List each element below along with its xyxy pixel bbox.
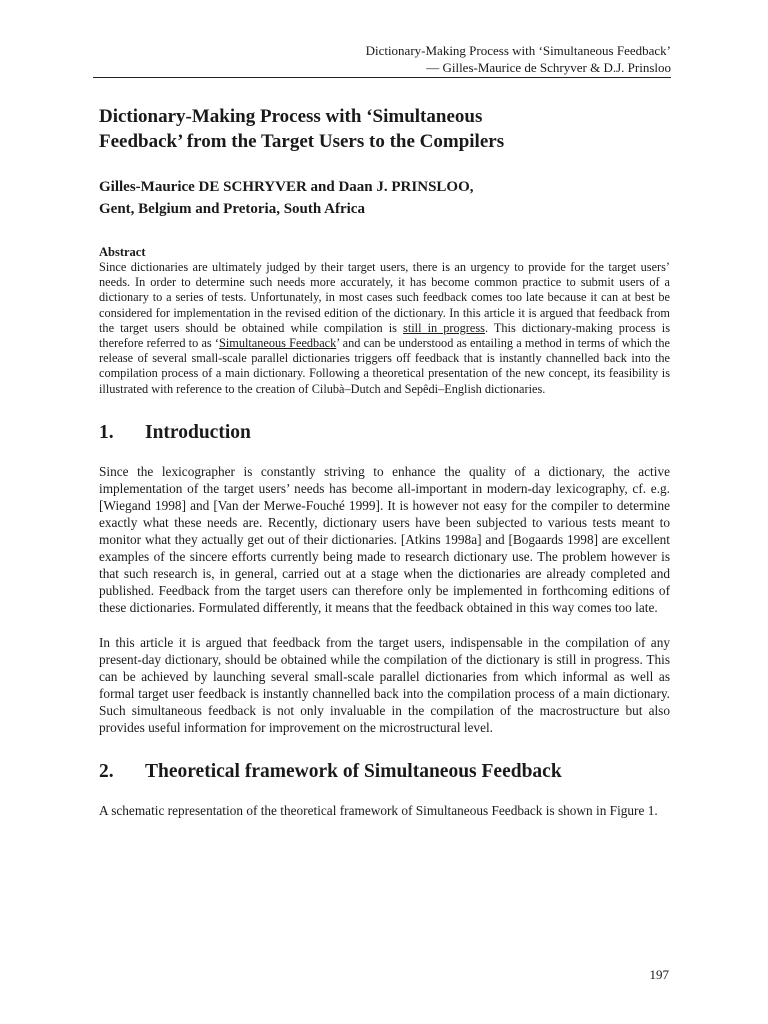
abstract-underlined-phrase-2: Simultaneous Feedback (219, 336, 337, 351)
section-2-paragraph-1: A schematic representation of the theoretical framework of Simultaneous Feedback is shown in Figure 1. (99, 802, 658, 818)
abstract-text-1: Since dictionaries are ultimately judged by their target users, there is an urgency to provide for the target users’ needs. In order to determine such needs more accurately, it has become common practice to submit users of a dictionary to a series of tests. Unfortunately, in most cases such feedback comes too late because it can at best be considered for implementation in the revised edition of the dictionary. In this article it is argued that feedback from the target users should be obtained while compilation is (99, 260, 670, 335)
paper-title-line-2: Feedback’ from the Target Users to the Compilers (99, 131, 505, 152)
header-rule (93, 77, 671, 78)
running-head-title: Dictionary-Making Process with ‘Simultaneous Feedback’ (365, 43, 671, 58)
section-1-heading (99, 421, 670, 445)
page-number: 197 (649, 967, 669, 982)
abstract-heading: Abstract (99, 245, 146, 259)
paper-title-line-1: Dictionary-Making Process with ‘Simultaneous (99, 106, 483, 127)
abstract-text-3: ’ and can be understood as entailing a method in terms of which the release of several small-scale parallel dictionaries triggers off feedback that is instantly channelled back into the compilation process of a main dictionary. Following a theoretical presentation of the new concept, its feasibility is illustrated with reference to the creation of Cilubà–Dutch and Sepêdi–English dictionaries. (99, 336, 670, 396)
section-2-heading (99, 760, 670, 784)
running-head (366, 42, 671, 76)
author-names: Gilles-Maurice DE SCHRYVER and Daan J. PRINSLOO, (99, 179, 474, 195)
abstract (99, 245, 670, 397)
section-2-number: 2. (99, 760, 114, 782)
abstract-underlined-phrase-1: still in progress (403, 320, 485, 335)
abstract-body (99, 260, 670, 397)
author-block (99, 176, 670, 220)
section-1-paragraph-1: Since the lexicographer is constantly striving to enhance the quality of a dictionary, the active implementation of the target users’ needs has become all-important in modern-day lexicography, cf. e.g. [Wiegand 1998] and [Van der Merwe-Fouché 1999]. It is however not easy for the compiler to determine exactly what these needs are. Recently, dictionary users have been subjected to various tests meant to monitor what they actually get out of their dictionaries. [Atkins 1998a] and [Bogaards 1998] are excellent examples of the sincere efforts currently being made to research dictionary use. The problem however is that such research is, in general, carried out at a stage when the dictionaries are already completed and published. Feedback from the target users can therefore only be implemented in forthcoming editions of these dictionaries. Formulated differently, it means that the feedback obtained in this way comes too late. (99, 463, 670, 615)
paper-title (99, 104, 670, 154)
main-content (99, 104, 670, 819)
section-1-number: 1. (99, 421, 114, 443)
running-head-authors: — Gilles-Maurice de Schryver & D.J. Prinsloo (426, 60, 671, 75)
section-1-title: Introduction (145, 421, 251, 443)
section-1-paragraph-2: In this article it is argued that feedback from the target users, indispensable in the compilation of any present-day dictionary, should be obtained while the compilation of the dictionary is still in progress. This can be achieved by launching several small-scale parallel dictionaries from which informal as well as formal target user feedback is instantly channelled back into the compilation process of a main dictionary. Such simultaneous feedback is not only invaluable in the compilation of the macrostructure but also provides useful information for improvement on the microstructural level. (99, 634, 670, 735)
abstract-text-2: . This dictionary-making process is therefore referred to as ‘ (99, 320, 670, 351)
section-2-title: Theoretical framework of Simultaneous Feedback (145, 760, 562, 782)
author-affiliations: Gent, Belgium and Pretoria, South Africa (99, 201, 365, 217)
